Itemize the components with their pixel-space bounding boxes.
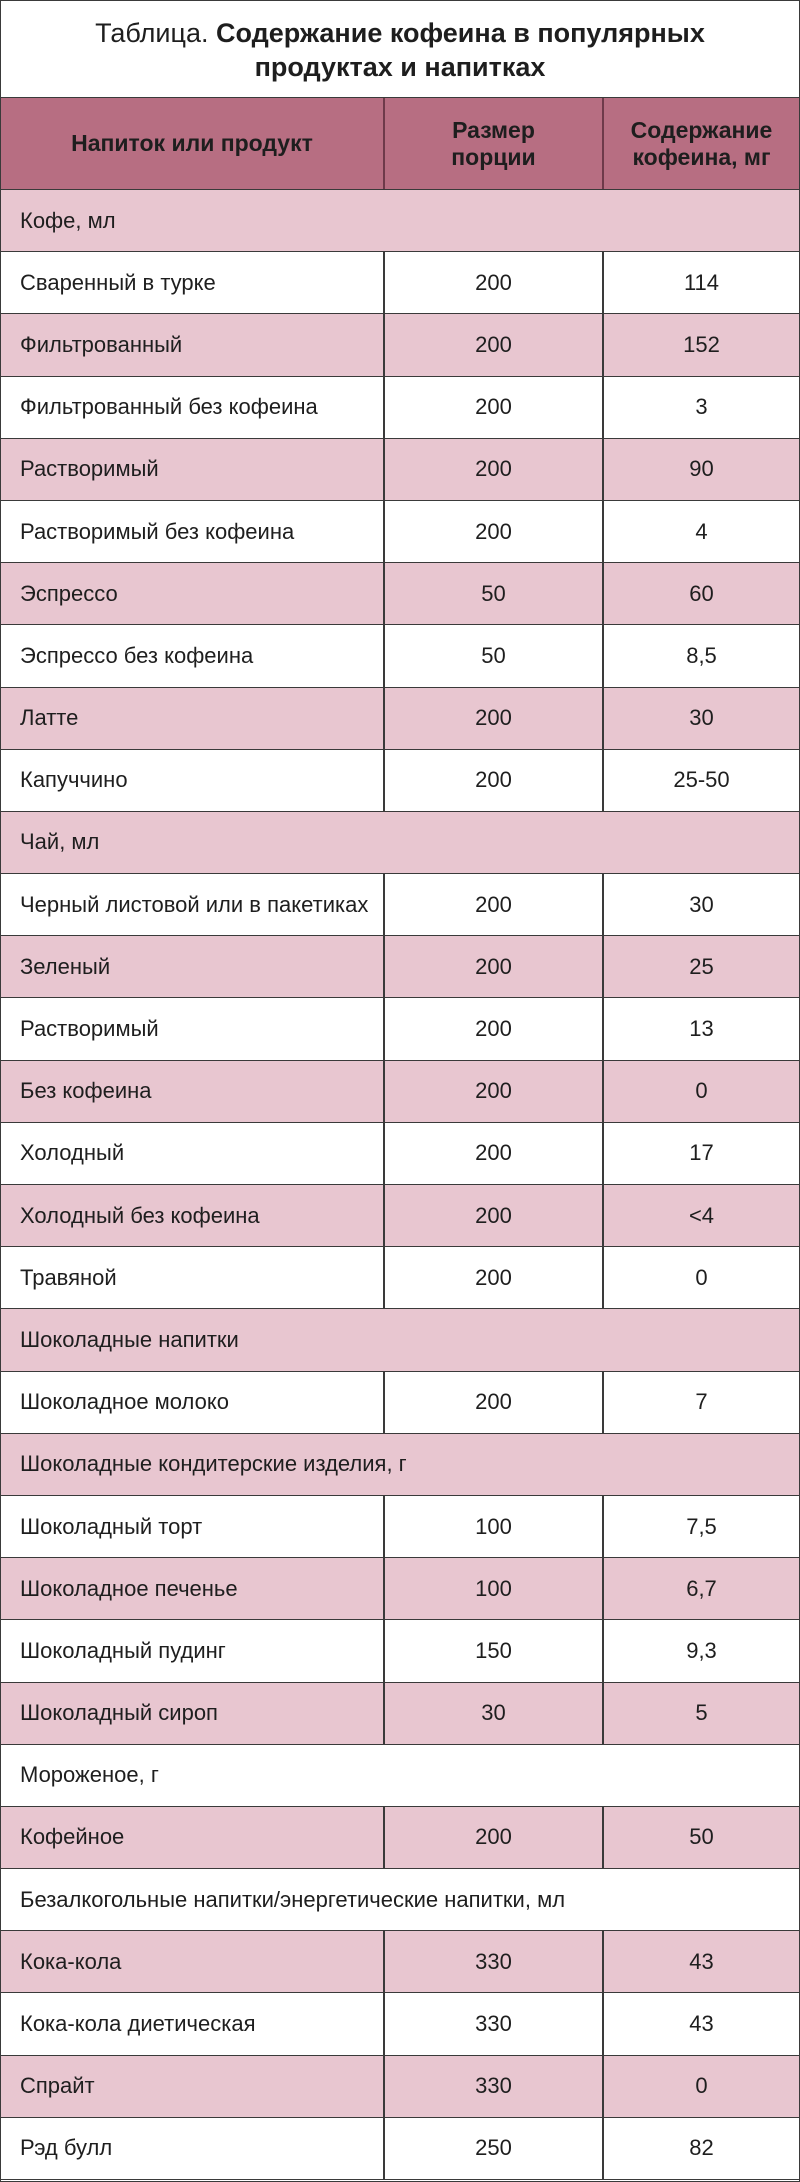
table-row (1, 1683, 799, 1745)
caffeine-content: 82 (689, 2135, 714, 2161)
product-name: Спрайт (1, 2056, 385, 2117)
header-serving-size (385, 98, 604, 189)
table-row (1, 1372, 799, 1434)
product-name: Кока-кола диетическая (1, 1993, 385, 2054)
product-name: Черный листовой или в пакетиках (1, 874, 385, 935)
caffeine-content: 3 (695, 394, 708, 420)
title-line-1: Содержание кофеина в популярных (216, 18, 705, 48)
serving-size: 100 (385, 1496, 604, 1557)
product-name: Шоколадное молоко (1, 1372, 385, 1433)
table-row (1, 874, 799, 936)
serving-size: 200 (385, 501, 604, 562)
table-row (1, 1558, 799, 1620)
serving-size: 50 (385, 563, 604, 624)
serving-size: 200 (385, 439, 604, 500)
product-name: Растворимый (1, 998, 385, 1059)
table-row (1, 998, 799, 1060)
table-row (1, 625, 799, 687)
serving-size: 200 (385, 1123, 604, 1184)
product-name: Латте (1, 688, 385, 749)
table-row (1, 1247, 799, 1309)
section-label: Чай, мл (20, 829, 100, 855)
caffeine-content: 13 (689, 1016, 714, 1042)
caffeine-content: 6,7 (686, 1575, 717, 1601)
product-name: Холодный без кофеина (1, 1185, 385, 1246)
section-label: Безалкогольные напитки/энергетические напитки, мл (20, 1886, 566, 1912)
table-row (1, 1185, 799, 1247)
table-row (1, 1807, 799, 1869)
product-name: Шоколадный торт (1, 1496, 385, 1557)
section-row (1, 1309, 799, 1371)
table-body (1, 190, 799, 2180)
caffeine-content: 30 (689, 891, 714, 917)
caffeine-content: 17 (689, 1140, 714, 1166)
serving-size: 200 (385, 314, 604, 375)
caffeine-content: 8,5 (686, 642, 717, 668)
table-row (1, 252, 799, 314)
caffeine-content: 60 (689, 580, 714, 606)
table-row (1, 1496, 799, 1558)
product-name: Фильтрованный без кофеина (1, 377, 385, 438)
section-label: Шоколадные кондитерские изделия, г (20, 1451, 407, 1477)
caffeine-content: 152 (683, 331, 720, 357)
serving-size: 100 (385, 1558, 604, 1619)
product-name: Капуччино (1, 750, 385, 811)
header-product: Напиток или продукт (1, 98, 385, 189)
caffeine-content: 9,3 (686, 1637, 717, 1663)
product-name: Кофейное (1, 1807, 385, 1868)
section-row (1, 812, 799, 874)
product-name: Шоколадный сироп (1, 1683, 385, 1744)
header-serving-line-2: порции (451, 143, 536, 170)
section-row (1, 1434, 799, 1496)
caffeine-content: 7 (695, 1389, 708, 1415)
serving-size: 200 (385, 1372, 604, 1433)
serving-size: 330 (385, 1931, 604, 1992)
caffeine-content: 114 (683, 269, 720, 295)
product-name: Шоколадный пудинг (1, 1620, 385, 1681)
table-row (1, 1993, 799, 2055)
product-name: Сваренный в турке (1, 252, 385, 313)
product-name: Фильтрованный (1, 314, 385, 375)
product-name: Без кофеина (1, 1061, 385, 1122)
serving-size: 200 (385, 936, 604, 997)
serving-size: 330 (385, 1993, 604, 2054)
table-row (1, 2118, 799, 2180)
table-row (1, 377, 799, 439)
table-row (1, 1620, 799, 1682)
section-row (1, 190, 799, 252)
serving-size: 150 (385, 1620, 604, 1681)
table-row (1, 750, 799, 812)
product-name: Кока-кола (1, 1931, 385, 1992)
section-label: Шоколадные напитки (20, 1326, 239, 1352)
section-row (1, 1745, 799, 1807)
title-line-2: продуктах и напитках (254, 52, 546, 82)
product-name: Травяной (1, 1247, 385, 1308)
serving-size: 200 (385, 252, 604, 313)
table-row (1, 439, 799, 501)
table-row (1, 688, 799, 750)
caffeine-content: 90 (689, 456, 714, 482)
header-caffeine (604, 98, 799, 189)
caffeine-content: 0 (695, 1264, 708, 1290)
caffeine-content: 7,5 (686, 1513, 717, 1539)
table-row (1, 563, 799, 625)
caffeine-content: 43 (689, 1948, 714, 1974)
table-row (1, 936, 799, 998)
caffeine-content: 50 (689, 1824, 714, 1850)
table-row (1, 314, 799, 376)
header-caffeine-line-2: кофеина, мг (632, 143, 771, 170)
header-serving-line-1: Размер (452, 116, 535, 143)
title-prefix: Таблица. (95, 18, 209, 48)
table-header (1, 98, 799, 190)
header-caffeine-line-1: Содержание (630, 116, 773, 143)
caffeine-content: <4 (688, 1202, 715, 1228)
caffeine-content: 0 (695, 2073, 708, 2099)
section-label: Мороженое, г (20, 1762, 159, 1788)
caffeine-content: 4 (695, 518, 708, 544)
serving-size: 30 (385, 1683, 604, 1744)
table-row (1, 501, 799, 563)
table-row (1, 1061, 799, 1123)
serving-size: 200 (385, 750, 604, 811)
serving-size: 250 (385, 2118, 604, 2179)
serving-size: 50 (385, 625, 604, 686)
table-row (1, 1123, 799, 1185)
table-row (1, 2056, 799, 2118)
caffeine-content: 0 (695, 1078, 708, 1104)
serving-size: 200 (385, 1247, 604, 1308)
serving-size: 200 (385, 1807, 604, 1868)
product-name: Растворимый без кофеина (1, 501, 385, 562)
serving-size: 200 (385, 377, 604, 438)
product-name: Зеленый (1, 936, 385, 997)
product-name: Шоколадное печенье (1, 1558, 385, 1619)
caffeine-content: 30 (689, 705, 714, 731)
serving-size: 200 (385, 1061, 604, 1122)
serving-size: 200 (385, 998, 604, 1059)
product-name: Рэд булл (1, 2118, 385, 2179)
caffeine-content: 5 (695, 1700, 708, 1726)
caffeine-content: 25 (689, 953, 714, 979)
section-label: Кофе, мл (20, 207, 116, 233)
serving-size: 330 (385, 2056, 604, 2117)
product-name: Эспрессо (1, 563, 385, 624)
serving-size: 200 (385, 1185, 604, 1246)
product-name: Растворимый (1, 439, 385, 500)
section-row (1, 1869, 799, 1931)
product-name: Холодный (1, 1123, 385, 1184)
serving-size: 200 (385, 874, 604, 935)
table-title (1, 1, 799, 98)
serving-size: 200 (385, 688, 604, 749)
table-row (1, 1931, 799, 1993)
caffeine-content: 25-50 (673, 767, 730, 793)
product-name: Эспрессо без кофеина (1, 625, 385, 686)
caffeine-content: 43 (689, 2011, 714, 2037)
